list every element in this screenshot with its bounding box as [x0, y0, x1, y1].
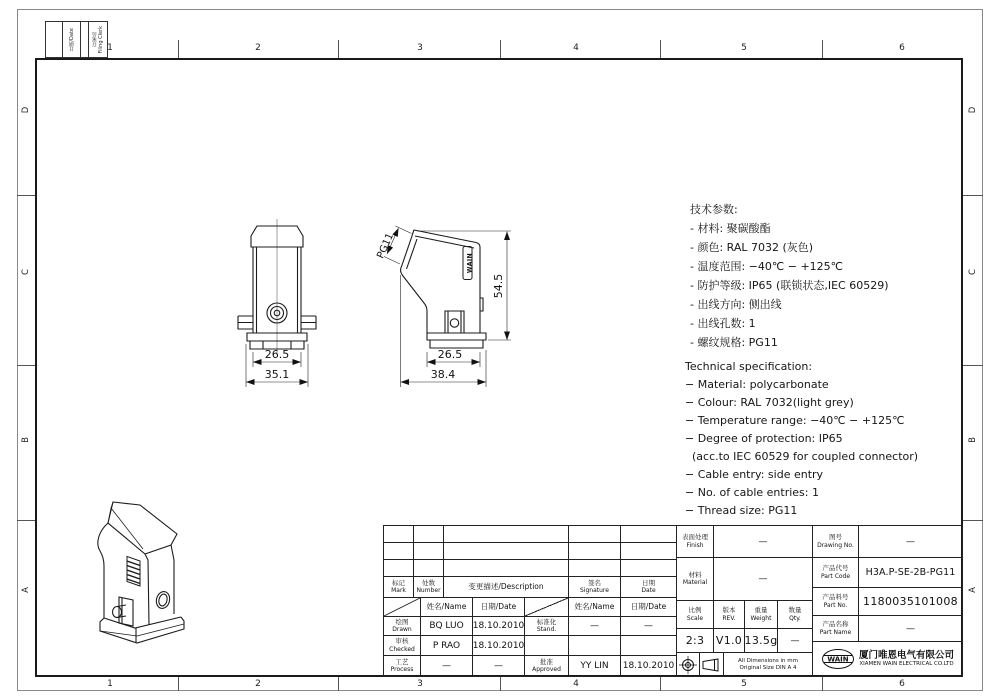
scale-value: [676, 628, 714, 653]
label-en: Date: [641, 587, 656, 595]
zone-tick: [338, 40, 339, 58]
label-en: REV.: [722, 614, 736, 622]
zone-tick: [178, 677, 179, 691]
label-zh: 材料: [688, 570, 702, 579]
zone-tick: [17, 365, 35, 366]
value: YY LIN: [580, 661, 609, 671]
value: —: [906, 623, 915, 634]
revision-empty-cell: [443, 542, 569, 560]
label-zh: 版本: [722, 606, 736, 615]
filing-block-date-cell: [62, 21, 81, 58]
label-en: Drawing No.: [817, 541, 854, 549]
dimension-note-cell: [723, 652, 813, 677]
zone-col-top-5: 5: [741, 43, 747, 53]
revision-empty-cell: [383, 542, 414, 560]
revision-header-description: [443, 576, 569, 598]
label-zh: 绘图: [395, 617, 409, 626]
revision-empty-cell: [620, 542, 677, 560]
part-no-value: [858, 587, 963, 616]
label-zh: 标记: [392, 578, 405, 587]
value: —: [758, 574, 768, 584]
value: —: [644, 621, 653, 631]
label-en: Checked: [389, 645, 415, 653]
label-zh: 重量: [754, 606, 768, 615]
approval-role-process: [383, 655, 421, 677]
side-view-dimensions: [375, 226, 511, 387]
label-zh: 图号: [829, 533, 842, 542]
revision-empty-cell: [383, 559, 414, 577]
zone-row-right-c: C: [968, 269, 978, 275]
zone-row-right-a: A: [968, 587, 978, 593]
label-zh: 处数: [422, 578, 435, 587]
zone-tick: [660, 677, 661, 691]
zone-tick: [500, 677, 501, 691]
scale-label: [676, 600, 714, 629]
zone-col-bottom-2: 2: [255, 679, 261, 689]
approval-empty-cell: [524, 635, 569, 656]
spec-en-line: − Colour: RAL 7032(light grey): [685, 396, 854, 409]
zone-row-right-d: D: [968, 106, 978, 114]
front-dim-inner-width: 26.5: [264, 348, 290, 361]
zone-row-left-d: D: [21, 106, 31, 114]
label: 日期/Date: [480, 602, 517, 611]
approval-role-approved: [524, 655, 569, 677]
zone-row-left-c: C: [21, 269, 31, 275]
zone-tick: [17, 195, 35, 196]
side-dim-outer-width: 38.4: [430, 368, 456, 381]
part-name-value: [858, 615, 963, 642]
label-zh: 产品代号: [822, 564, 849, 573]
subheader-diagonal-cell: [524, 597, 569, 617]
label-en: Mark: [391, 587, 406, 595]
value: 18.10.2010: [622, 661, 675, 671]
approval-date-process: [472, 655, 525, 677]
label-zh: 数量: [788, 606, 802, 615]
approval-name-drawn: [420, 616, 473, 636]
spec-en-line: − Thread size: PG11: [685, 504, 798, 517]
finish-label: [676, 525, 714, 558]
front-view-dimensions: [246, 344, 308, 387]
filing-clerk-en-label: Filing Clerk: [98, 25, 104, 54]
spec-en-line: (acc.to IEC 60529 for coupled connector): [685, 450, 919, 463]
approval-role-checked: [383, 635, 421, 656]
filing-date-label: 日期/Date: [68, 27, 75, 52]
zone-col-top-6: 6: [899, 43, 905, 53]
spec-en-line: − Cable entry: side entry: [685, 468, 824, 481]
spec-zh-line: 技术参数:: [690, 203, 738, 216]
subheader-date2: [620, 597, 677, 617]
wain-logo-text: WAIN: [827, 655, 849, 664]
spec-zh-line: - 颜色: RAL 7032 (灰色): [690, 241, 814, 254]
spec-en-line: − Material: polycarbonate: [685, 378, 829, 391]
first-angle-projection-icon: [678, 655, 698, 675]
value: —: [494, 661, 503, 671]
revision-empty-cell: [620, 525, 677, 543]
label-zh: 标准化: [536, 617, 557, 626]
cone-symbol-cell: [699, 652, 724, 677]
filing-block-clerk-cell: [88, 21, 108, 58]
label-zh: 批准: [540, 657, 553, 666]
rev-label: [713, 600, 745, 629]
label-en: Weight: [750, 614, 772, 622]
approval-date-drawn: [472, 616, 525, 636]
revision-empty-cell: [413, 542, 444, 560]
isometric-view: [98, 502, 184, 643]
zone-tick: [17, 520, 35, 521]
projection-symbol-cell: [676, 652, 700, 677]
spec-en-line: − No. of cable entries: 1: [685, 486, 819, 499]
label-zh: 产品名称: [822, 620, 849, 629]
approval-date-approved: [620, 655, 677, 677]
front-view: [238, 219, 316, 355]
approval-name-approved: [568, 655, 621, 677]
spec-zh-line: - 温度范围: −40℃ − +125℃: [690, 260, 844, 273]
subheader-date1: [472, 597, 525, 617]
value: —: [442, 661, 451, 671]
revision-empty-cell: [620, 559, 677, 577]
zone-col-top-3: 3: [417, 43, 423, 53]
front-dim-outer-width: 35.1: [264, 368, 290, 381]
filing-clerk-zh-label: 存案员: [92, 32, 98, 47]
label-en: Drawn: [392, 626, 412, 634]
label-zh: 表面处理: [682, 533, 708, 542]
value: —: [906, 536, 915, 547]
label-en: Material: [682, 579, 708, 587]
revision-empty-cell: [443, 525, 569, 543]
zone-col-top-1: 1: [107, 43, 113, 53]
approval-date-standardization: [620, 616, 677, 636]
label-en: Part No.: [823, 601, 848, 609]
label-en: Qty.: [789, 614, 801, 622]
subheader-name2: [568, 597, 621, 617]
material-label: [676, 557, 714, 601]
label-zh: 产品料号: [822, 593, 849, 602]
spec-block-zh: [690, 200, 888, 352]
label-en: Stand.: [536, 626, 557, 634]
weight-value: [744, 628, 778, 653]
zone-tick: [660, 40, 661, 58]
label-en: Part Code: [820, 572, 851, 580]
spec-zh-line: - 材料: 聚碳酸酯: [690, 222, 771, 235]
finish-value: [713, 525, 813, 558]
side-dim-height: 54.5: [492, 273, 505, 299]
value: 1180035101008: [863, 594, 958, 608]
spec-zh-line: - 出线孔数: 1: [690, 317, 756, 330]
company-names: [859, 650, 954, 668]
label-zh: 审核: [395, 637, 409, 646]
approval-empty-cell: [620, 635, 677, 656]
side-thread-label: PG11: [375, 231, 397, 261]
spec-zh-line: - 螺纹规格: PG11: [690, 336, 778, 349]
material-value: [713, 557, 813, 601]
value: H3A.P-SE-2B-PG11: [865, 566, 956, 578]
label-zh: 比例: [688, 606, 702, 615]
revision-header-date: [620, 576, 677, 598]
zone-tick: [963, 365, 983, 366]
part-code-label: [812, 557, 859, 588]
zone-row-left-a: A: [21, 587, 31, 593]
revision-empty-cell: [383, 525, 414, 543]
approval-name-process: [420, 655, 473, 677]
drawing-no-value: [858, 525, 963, 558]
spec-block-en: [685, 358, 918, 520]
approval-empty-cell: [568, 635, 621, 656]
revision-header-mark: [383, 576, 414, 598]
label: 姓名/Name: [574, 602, 615, 611]
zone-row-right-b: B: [968, 437, 978, 443]
value: 13.5g: [744, 633, 778, 647]
zone-col-bottom-6: 6: [899, 679, 905, 689]
qty-value: [777, 628, 813, 653]
subheader-name1: [420, 597, 473, 617]
approval-date-checked: [472, 635, 525, 656]
value: 2:3: [685, 633, 705, 647]
spec-zh-line: - 防护等级: IP65 (联锁状态,IEC 60529): [690, 279, 889, 292]
subheader-diagonal-cell: [383, 597, 421, 617]
zone-col-top-2: 2: [255, 43, 261, 53]
approval-name-standardization: [568, 616, 621, 636]
zone-col-bottom-5: 5: [741, 679, 747, 689]
label-zh: 工艺: [395, 657, 409, 666]
label-en: Signature: [580, 587, 609, 595]
label-en: Approved: [532, 666, 561, 674]
revision-empty-cell: [413, 559, 444, 577]
value: —: [758, 536, 768, 547]
label-en: Finish: [686, 541, 704, 549]
value: BQ LUO: [429, 621, 464, 631]
drawing-no-label: [812, 525, 859, 558]
label-zh: 签名: [588, 578, 601, 587]
side-view: [401, 230, 486, 348]
label: 日期/Date: [630, 602, 667, 611]
zone-tick: [963, 195, 983, 196]
dims-note-line2: Original Size DIN A 4: [739, 664, 797, 671]
zone-col-bottom-4: 4: [573, 679, 579, 689]
qty-label: [777, 600, 813, 629]
revision-header-number: [413, 576, 444, 598]
label-en: Part Name: [819, 628, 852, 636]
value: —: [790, 635, 800, 646]
part-code-value: [858, 557, 963, 588]
dims-note-line1: All Dimensions in mm: [738, 657, 798, 664]
wain-logo: [821, 648, 855, 670]
company-name-en: XIAMEN WAIN ELECTRICAL CO.LTD: [859, 661, 954, 667]
label: 姓名/Name: [426, 602, 467, 611]
value: P RAO: [432, 640, 461, 651]
zone-tick: [178, 40, 179, 58]
revision-empty-cell: [568, 542, 621, 560]
company-name-zh: 厦门唯恩电气有限公司: [858, 650, 954, 661]
side-brand-label: WAIN: [466, 252, 474, 274]
part-name-label: [812, 615, 859, 642]
approval-role-standardization: [524, 616, 569, 636]
revision-empty-cell: [568, 559, 621, 577]
revision-header-signature: [568, 576, 621, 598]
zone-tick: [500, 40, 501, 58]
zone-tick: [822, 677, 823, 691]
label: 变更描述/Description: [468, 582, 544, 591]
company-cell: [812, 641, 963, 677]
spec-en-line: − Temperature range: −40℃ − +125℃: [685, 414, 905, 427]
label-en: Scale: [686, 614, 704, 622]
revision-empty-cell: [413, 525, 444, 543]
weight-label: [744, 600, 778, 629]
value: 18.10.2010: [472, 640, 525, 651]
value: 18.10.2010: [472, 621, 525, 631]
approval-role-drawn: [383, 616, 421, 636]
zone-col-top-4: 4: [573, 43, 579, 53]
rev-value: [713, 628, 745, 653]
filing-block-empty-cell: [45, 21, 63, 58]
part-no-label: [812, 587, 859, 616]
zone-tick: [822, 40, 823, 58]
spec-en-line: Technical specification:: [685, 360, 813, 373]
zone-col-bottom-3: 3: [417, 679, 423, 689]
zone-tick: [963, 520, 983, 521]
label-en: Process: [390, 666, 414, 674]
value: —: [590, 621, 599, 631]
spec-zh-line: - 出线方向: 侧出线: [690, 298, 782, 311]
revision-empty-cell: [443, 559, 569, 577]
truncated-cone-icon: [701, 657, 723, 673]
spec-en-line: − Degree of protection: IP65: [685, 432, 843, 445]
label-zh: 日期: [642, 578, 655, 587]
value: V1.0: [715, 633, 743, 647]
zone-col-bottom-1: 1: [107, 679, 113, 689]
approval-name-checked: [420, 635, 473, 656]
zone-row-left-b: B: [21, 437, 31, 443]
zone-tick: [338, 677, 339, 691]
side-dim-inner-width: 26.5: [437, 348, 463, 361]
label-en: Number: [416, 587, 441, 595]
revision-empty-cell: [568, 525, 621, 543]
